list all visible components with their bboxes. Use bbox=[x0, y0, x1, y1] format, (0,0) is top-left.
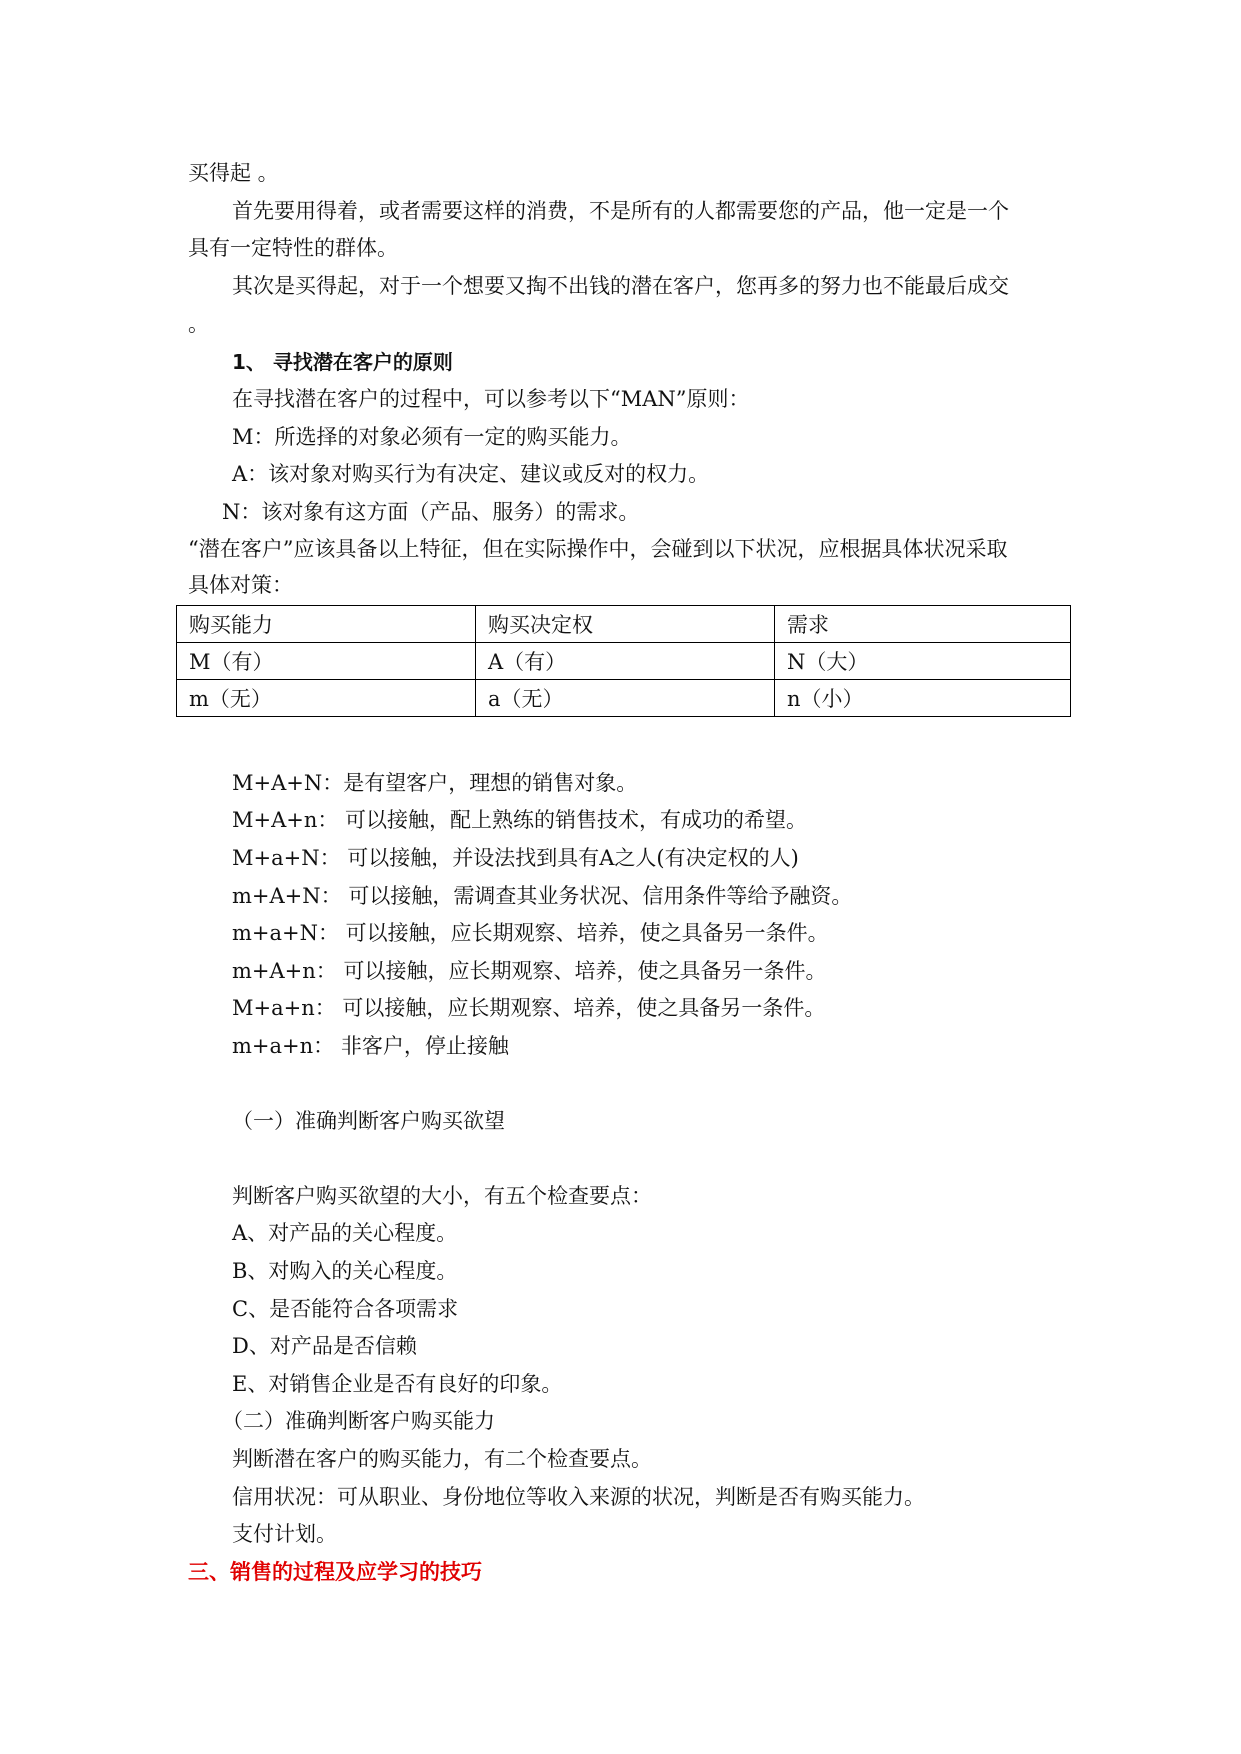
paragraph-line: 买得起 。 bbox=[188, 161, 279, 185]
table-cell: a（无） bbox=[476, 680, 775, 717]
paragraph-line: 判断潜在客户的购买能力，有二个检查要点。 bbox=[232, 1447, 652, 1471]
table-header-cell: 购买能力 bbox=[177, 606, 476, 643]
section-heading: 1、 寻找潜在客户的原则 bbox=[232, 350, 453, 374]
table-cell: n（小） bbox=[775, 680, 1071, 717]
section-heading-red: 三、销售的过程及应学习的技巧 bbox=[188, 1560, 482, 1584]
paragraph-line: 支付计划。 bbox=[232, 1522, 337, 1546]
paragraph-line: 其次是买得起，对于一个想要又掏不出钱的潜在客户，您再多的努力也不能最后成交 bbox=[232, 274, 1009, 298]
combo-line: M+a+N： 可以接触，并设法找到具有A之人(有决定权的人) bbox=[232, 846, 799, 870]
man-a-definition: A：该对象对购买行为有决定、建议或反对的权力。 bbox=[232, 462, 710, 486]
combo-line: M+A+n： 可以接触，配上熟练的销售技术，有成功的希望。 bbox=[232, 808, 808, 832]
combo-line: m+a+n： 非客户，停止接触 bbox=[232, 1034, 509, 1058]
table-cell: N（大） bbox=[775, 643, 1071, 680]
paragraph-line: 判断客户购买欲望的大小，有五个检查要点： bbox=[232, 1184, 652, 1208]
man-n-definition: N：该对象有这方面（产品、服务）的需求。 bbox=[222, 500, 640, 524]
paragraph-line: 具有一定特性的群体。 bbox=[188, 236, 398, 260]
paragraph-line: 。 bbox=[188, 312, 209, 336]
check-item: B、对购入的关心程度。 bbox=[232, 1259, 458, 1283]
table-cell: A（有） bbox=[476, 643, 775, 680]
paragraph-line: 信用状况：可从职业、身份地位等收入来源的状况，判断是否有购买能力。 bbox=[232, 1485, 925, 1509]
check-item: E、对销售企业是否有良好的印象。 bbox=[232, 1372, 563, 1396]
table-cell: M（有） bbox=[177, 643, 476, 680]
paragraph-line: “潜在客户”应该具备以上特征，但在实际操作中，会碰到以下状况，应根据具体状况采取 bbox=[188, 537, 1008, 561]
combo-line: M+a+n： 可以接触，应长期观察、培养，使之具备另一条件。 bbox=[232, 996, 826, 1020]
combo-line: m+A+N： 可以接触，需调查其业务状况、信用条件等给予融资。 bbox=[232, 884, 853, 908]
combo-line: m+a+N： 可以接触，应长期观察、培养，使之具备另一条件。 bbox=[232, 921, 829, 945]
man-m-definition: M：所选择的对象必须有一定的购买能力。 bbox=[232, 425, 632, 449]
paragraph-line: 首先要用得着，或者需要这样的消费，不是所有的人都需要您的产品，他一定是一个 bbox=[232, 199, 1009, 223]
table-row bbox=[177, 680, 1071, 717]
paragraph-line: 在寻找潜在客户的过程中，可以参考以下“MAN”原则： bbox=[232, 387, 750, 411]
table-header-cell: 需求 bbox=[775, 606, 1071, 643]
check-item: C、是否能符合各项需求 bbox=[232, 1297, 459, 1321]
man-table bbox=[176, 605, 1071, 717]
table-row bbox=[177, 606, 1071, 643]
check-item: A、对产品的关心程度。 bbox=[232, 1221, 458, 1245]
table-row bbox=[177, 643, 1071, 680]
combo-line: m+A+n： 可以接触，应长期观察、培养，使之具备另一条件。 bbox=[232, 959, 827, 983]
combo-line: M+A+N：是有望客户，理想的销售对象。 bbox=[232, 771, 638, 795]
subsection-heading: （二）准确判断客户购买能力 bbox=[222, 1409, 495, 1433]
table-cell: m（无） bbox=[177, 680, 476, 717]
subsection-heading: （一）准确判断客户购买欲望 bbox=[232, 1109, 505, 1133]
paragraph-line: 具体对策： bbox=[188, 573, 293, 597]
check-item: D、对产品是否信赖 bbox=[232, 1334, 417, 1358]
table-header-cell: 购买决定权 bbox=[476, 606, 775, 643]
